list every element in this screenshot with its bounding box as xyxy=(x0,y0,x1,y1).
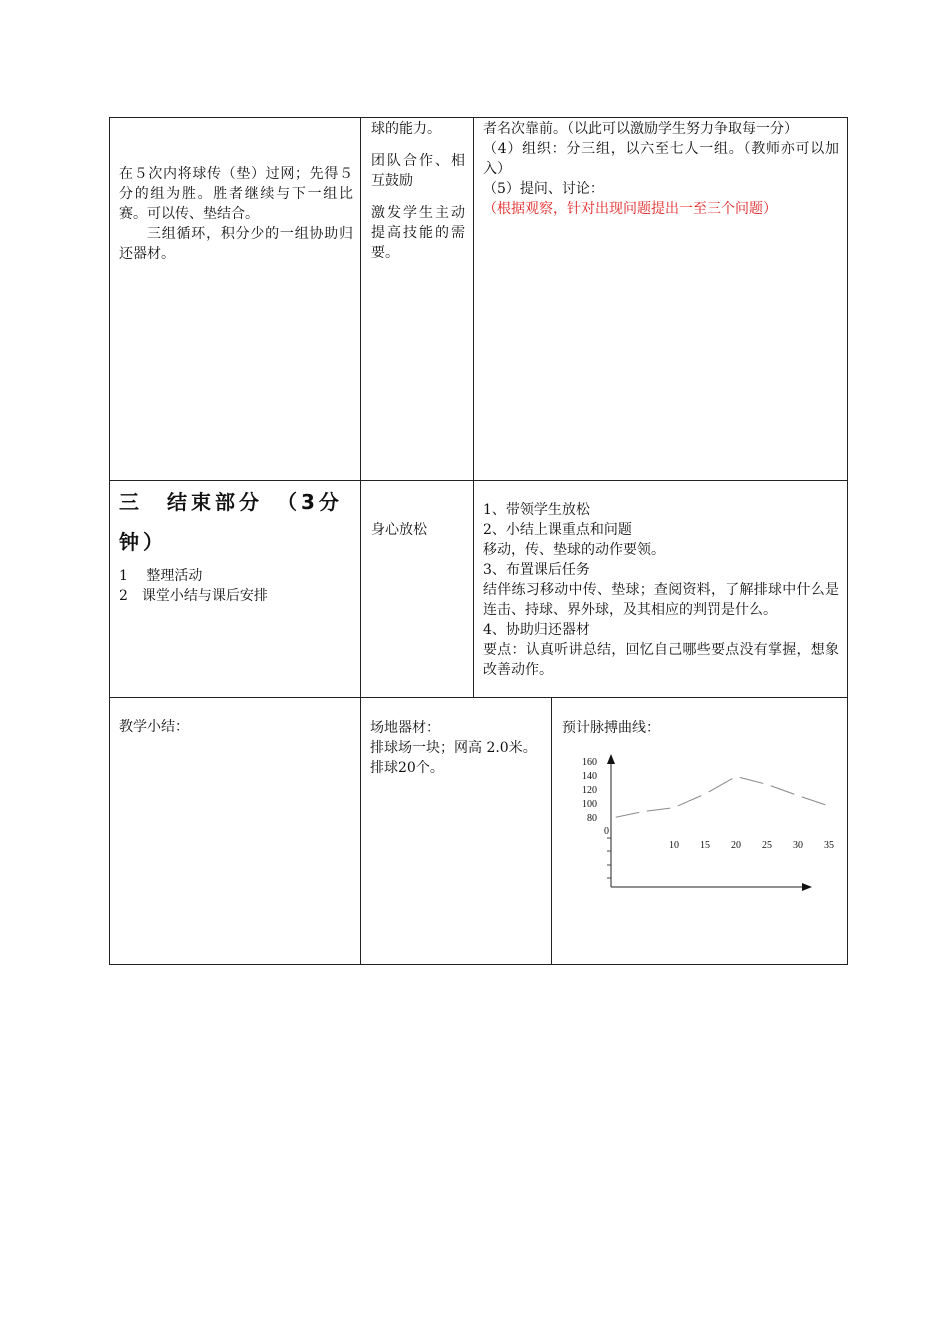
row-divider-1 xyxy=(109,480,848,481)
x-tick-label: 20 xyxy=(731,840,741,851)
ending-section xyxy=(119,482,355,606)
activity-homework: 3、布置课后任务 xyxy=(483,562,590,578)
teaching-summary xyxy=(119,717,349,737)
ranking-note: 者名次靠前。（以此可以激励学生努力争取每一分） xyxy=(483,121,798,137)
pulse-chart xyxy=(560,750,834,900)
x-tick-label: 25 xyxy=(762,840,772,851)
pulse-line-segment xyxy=(647,808,671,811)
pulse-line-segment xyxy=(802,797,826,805)
activity-homework-detail: 结伴练习移动中传、垫球；查阅资料，了解排球中什么是连击、持球、界外球，及其相应的判罚是什么。 xyxy=(483,582,839,618)
game-rules-paragraph: 在５次内将球传（垫）过网；先得５分的组为胜。胜者继续与下一组比赛。可以传、垫结合。 xyxy=(119,166,353,222)
pulse-line-segment xyxy=(740,777,764,783)
x-tick-label: 15 xyxy=(700,840,710,851)
row-divider-2 xyxy=(109,697,848,698)
equipment-balls: 排球20个。 xyxy=(370,760,444,776)
equipment-label: 场地器材： xyxy=(370,720,440,736)
pulse-line-segment xyxy=(678,796,702,806)
pulse-line-segment xyxy=(771,786,795,795)
ending-activities xyxy=(483,500,839,680)
activity-requirements: 要点：认真听讲总结，回忆自己哪些要点没有掌握，想象改善动作。 xyxy=(483,642,839,678)
ending-item-2: 2 课堂小结与课后安排 xyxy=(119,588,268,604)
relax-goal xyxy=(371,520,467,540)
y-tick-label: 0 xyxy=(604,826,609,837)
relax-goal-text: 身心放松 xyxy=(371,522,427,538)
game-rules-text xyxy=(119,164,353,264)
organization-column xyxy=(483,119,839,219)
y-tick-label: 120 xyxy=(582,785,597,796)
y-tick-label: 100 xyxy=(582,799,597,810)
x-tick-label: 30 xyxy=(793,840,803,851)
y-tick-label: 80 xyxy=(587,813,597,824)
y-tick-label: 160 xyxy=(582,757,597,768)
pulse-line-segment xyxy=(709,779,733,792)
table-border-left xyxy=(109,117,110,965)
activity-summary: 2、小结上课重点和问题 xyxy=(483,522,632,538)
col-divider-2-upper xyxy=(473,117,474,698)
y-tick-label: 140 xyxy=(582,771,597,782)
goal-teamwork: 团队合作、相互鼓励 xyxy=(371,153,465,189)
activity-equipment: 4、协助归还器材 xyxy=(483,622,590,638)
section-heading: 三 结束部分 （3分钟） xyxy=(119,490,343,554)
x-axis-arrow xyxy=(802,883,812,891)
organization-note: （4）组织：分三组，以六至七人一组。（教师亦可以加入） xyxy=(483,141,839,177)
table-border-right xyxy=(847,117,848,965)
observation-note: （根据观察，针对出现问题提出一至三个问题） xyxy=(483,201,777,217)
teaching-summary-label: 教学小结： xyxy=(119,719,189,735)
pulse-curve-title xyxy=(562,718,832,738)
equipment-section xyxy=(370,718,544,778)
discussion-note: （5）提问、讨论： xyxy=(483,181,604,197)
x-tick-label: 35 xyxy=(824,840,834,851)
col-divider-1 xyxy=(360,117,361,965)
goal-ability: 球的能力。 xyxy=(371,121,441,137)
table-border-bottom xyxy=(109,964,848,965)
goals-column xyxy=(371,119,465,263)
equipment-court: 排球场一块；网高 2.0米。 xyxy=(370,740,537,756)
activity-relax: 1、带领学生放松 xyxy=(483,502,590,518)
pulse-curve-label: 预计脉搏曲线： xyxy=(562,720,660,736)
pulse-line-segment xyxy=(616,812,640,817)
ending-item-1: 1 整理活动 xyxy=(119,568,203,584)
game-rotation-paragraph: 三组循环，积分少的一组协助归还器材。 xyxy=(119,226,353,262)
x-tick-label: 10 xyxy=(669,840,679,851)
table-border-top xyxy=(109,117,848,118)
y-axis-arrow xyxy=(607,754,615,764)
activity-key-points: 移动，传、垫球的动作要领。 xyxy=(483,542,665,558)
goal-motivation: 激发学生主动提高技能的需要。 xyxy=(371,205,465,261)
col-divider-2-lower xyxy=(551,697,552,965)
